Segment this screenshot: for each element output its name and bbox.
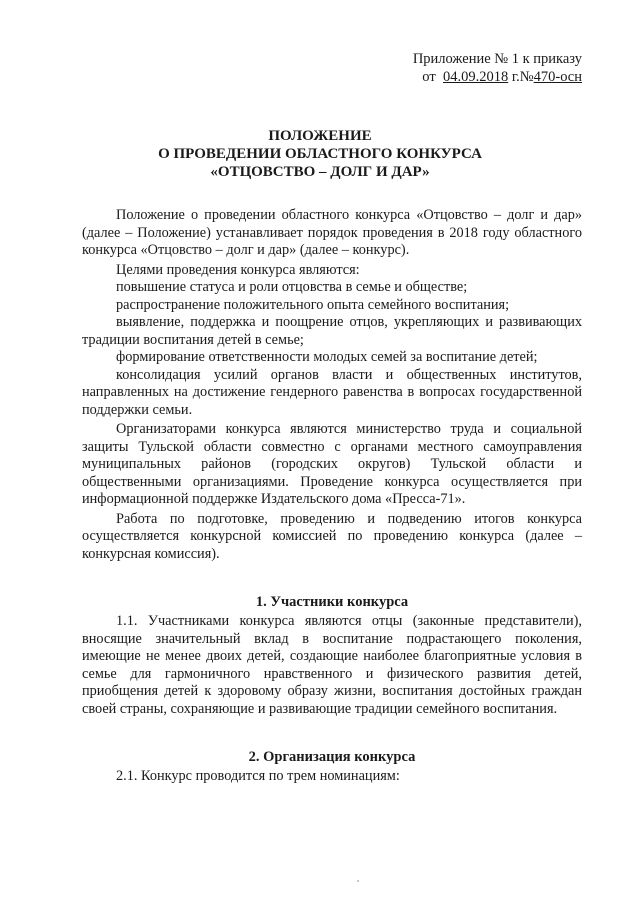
title-line-1: ПОЛОЖЕНИЕ bbox=[268, 128, 372, 144]
section-1-paragraph: 1.1. Участниками конкурса являются отцы (законные представители), вносящие значительный вклад в воспитание подрастающего поколения, имеющие не менее двоих детей, создающие наиболее благоприятные условия в семье для гармоничного нравственного и физического развития детей, приобщения детей к здоровому образу жизни, воспитания достойных граждан своей страны, сохраняющие и развивающие традиции семейного воспитания. bbox=[82, 613, 582, 717]
annex-header bbox=[413, 50, 582, 86]
annex-number-prefix: г.№ bbox=[511, 69, 534, 85]
title-line-3: «ОТЦОВСТВО – ДОЛГ И ДАР» bbox=[210, 164, 430, 180]
section-1-heading: 1. Участники конкурса bbox=[255, 594, 409, 610]
goal-item: распространение положительного опыта семейного воспитания; bbox=[116, 296, 510, 313]
goal-item: выявление, поддержка и поощрение отцов, укрепляющих и развивающих традиции воспитания детей в семье; bbox=[82, 314, 582, 348]
goal-item: формирование ответственности молодых семей за воспитание детей; bbox=[116, 349, 538, 365]
annex-date-prefix: от bbox=[422, 69, 436, 85]
scan-speck bbox=[357, 880, 359, 882]
commission-paragraph: Работа по подготовке, проведению и подведению итогов конкурса осуществляется конкурсной комиссией по проведению конкурса (далее – конкурсная комиссия). bbox=[82, 510, 582, 562]
annex-number: 470-осн bbox=[533, 69, 582, 85]
intro-paragraph: Положение о проведении областного конкурса «Отцовство – долг и дар» (далее – Положение) устанавливает порядок проведения в 2018 году областного конкурса «Отцовство – долг и дар» (далее – конкурс). bbox=[82, 207, 582, 258]
document-title bbox=[0, 127, 640, 181]
organizers-paragraph: Организаторами конкурса являются министерство труда и социальной защиты Тульской области совместно с органами местного самоуправления муниципальных районов (городских округов) Тульской области и общественными организациями. Проведение конкурса осуществляется при информационной поддержке Издательского дома «Пресса-71». bbox=[82, 421, 582, 507]
annex-line: Приложение № 1 к приказу bbox=[412, 51, 582, 67]
document-body bbox=[82, 207, 582, 786]
goal-item: повышение статуса и роли отцовства в семье и обществе; bbox=[116, 279, 468, 295]
section-2-paragraph: 2.1. Конкурс проводится по трем номинациям: bbox=[116, 768, 400, 784]
goals-lead: Целями проведения конкурса являются: bbox=[116, 261, 360, 278]
goal-item: консолидация усилий органов власти и общественных институтов, направленных на достижение гендерного равенства в вопросах государственной поддержки семьи. bbox=[82, 366, 582, 418]
section-2-heading: 2. Организация конкурса bbox=[248, 749, 416, 765]
annex-date: 04.09.2018 bbox=[442, 69, 509, 85]
title-line-2: О ПРОВЕДЕНИИ ОБЛАСТНОГО КОНКУРСА bbox=[158, 146, 482, 162]
annex-order-line bbox=[413, 68, 582, 86]
